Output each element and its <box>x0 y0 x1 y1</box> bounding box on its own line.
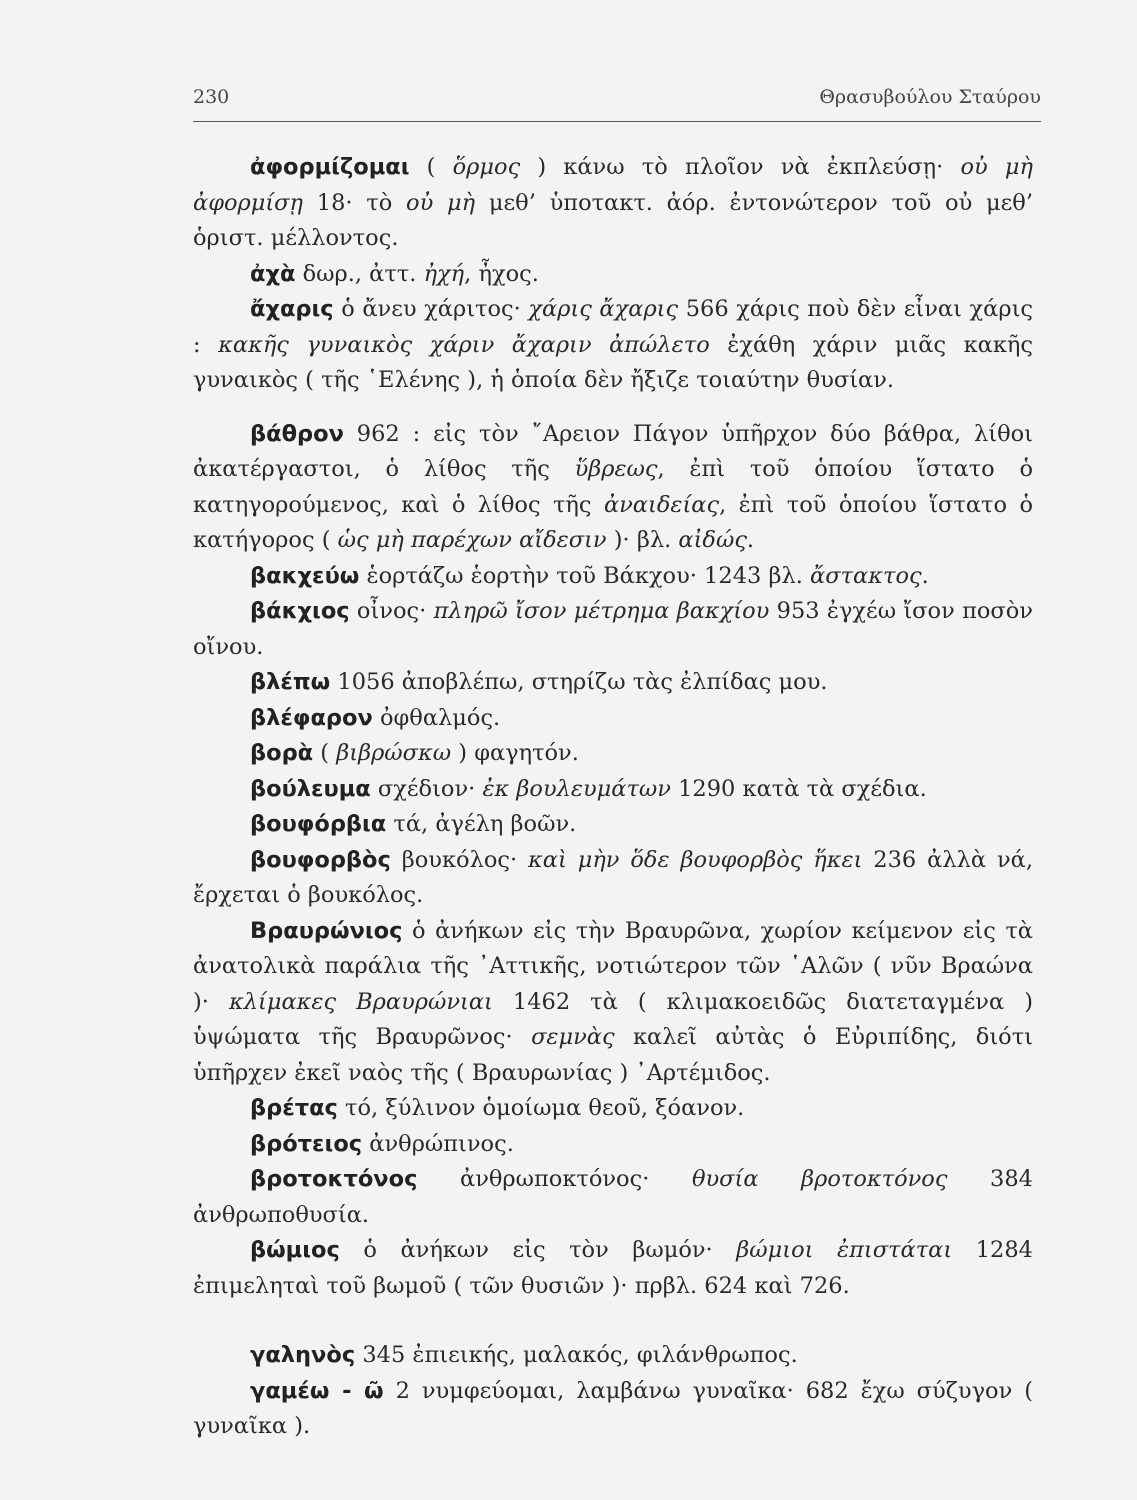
glossary-entry <box>193 665 1033 701</box>
entry-definition: 566 χάρις ποὺ δὲν εἶναι χάρις : <box>193 296 1033 358</box>
entry-definition: 1462 τὰ ( κλιμακοειδῶς διατεταγμένα ) ὑψώματα τῆς Βραυρῶνος· <box>193 988 1033 1050</box>
glossary-entry <box>193 417 1033 559</box>
entry-quotation: ὅρμος <box>452 154 521 180</box>
entry-quotation: σεμνὰς <box>531 1024 615 1050</box>
entry-quotation: αἰδώς <box>678 527 747 553</box>
entry-lemma: βορὰ <box>250 740 314 766</box>
entry-definition: 236 ἀλλὰ νά, ἔρχεται ὁ βουκόλος. <box>193 846 1033 908</box>
glossary-entry <box>193 559 1033 595</box>
entry-quotation: καὶ μὴν ὅδε βουφορβὸς ἥκει <box>528 846 863 873</box>
entry-definition: 18· τὸ <box>303 189 407 216</box>
entry-definition: , ἦχος. <box>464 260 539 287</box>
entry-definition: 384 ἀνθρωποθυσία. <box>193 1166 1033 1228</box>
glossary-entry <box>193 772 1033 808</box>
entry-definition: ὁ ἀνήκων εἰς τὴν Βραυρῶνα, χωρίον κείμενον εἰς τὰ ἀνατολικὰ παράλια τῆς ᾽Αττικῆς, νοτιώτερον τῶν ῾Αλῶν ( νῦν Βραώνα )· <box>193 917 1033 1015</box>
page-number: 230 <box>193 86 230 108</box>
entry-quotation: οὐ μὴ <box>406 189 476 216</box>
entry-quotation: χάρις ἄχαρις <box>528 296 679 322</box>
glossary-entry <box>193 843 1033 914</box>
entry-definition: )· βλ. <box>606 527 679 553</box>
glossary-entry <box>193 736 1033 772</box>
entry-definition: δωρ., ἀττ. <box>295 260 424 287</box>
entry-lemma: βάθρον <box>250 420 344 447</box>
glossary-entry <box>193 1338 1033 1374</box>
entry-quotation: ἠχή <box>423 260 465 287</box>
entry-quotation: οὐ μὴ ἀφορμίσῃ <box>193 154 1034 216</box>
entry-quotation: πληρῶ ἴσον μέτρημα βακχίου <box>433 598 770 624</box>
glossary-entry <box>193 150 1033 257</box>
entry-definition: ὁ ἀνήκων εἰς τὸν βωμόν· <box>339 1237 737 1263</box>
entry-lemma: βλέπω <box>250 669 331 695</box>
entry-definition: 345 ἐπιεικής, μαλακός, φιλάνθρωπος. <box>355 1342 798 1368</box>
entry-definition: ) κάνω τὸ πλοῖον νὰ ἐκπλεύσῃ· <box>520 154 961 180</box>
entry-quotation: ὡς μὴ παρέχων αἴδεσιν <box>337 527 607 553</box>
glossary-entry <box>193 1162 1033 1233</box>
glossary-entry <box>193 1127 1033 1163</box>
entry-definition: . <box>746 527 755 553</box>
glossary-entry <box>193 1091 1033 1127</box>
entry-quotation: ὕβρεως <box>574 456 658 482</box>
entry-quotation: κλίμακες Βραυρώνιαι <box>228 988 493 1015</box>
entry-definition: ὀφθαλμός. <box>372 704 501 731</box>
entry-definition: 962 : εἰς τὸν ῎Αρειον Πάγον ὑπῆρχον δύο βάθρα, λίθοι ἀκατέργαστοι, ὁ λίθος τῆς <box>193 420 1033 482</box>
entry-definition: . <box>921 562 929 589</box>
entry-definition: ἀνθρωποκτόνος· <box>417 1166 692 1192</box>
glossary-entry <box>193 1233 1033 1304</box>
entry-lemma: ἀφορμίζομαι <box>250 154 410 180</box>
entry-quotation: βώμιοι ἐπιστάται <box>736 1237 953 1263</box>
entry-lemma: βούλευμα <box>250 775 371 802</box>
entry-definition: οἶνος· <box>349 598 434 624</box>
entry-lemma: ἄχαρις <box>250 296 334 322</box>
entry-quotation: θυσία βροτοκτόνος <box>691 1166 948 1192</box>
entry-lemma: βροτοκτόνος <box>250 1166 418 1192</box>
entry-definition: 1056 ἀποβλέπω, στηρίζω τὰς ἐλπίδας μου. <box>330 669 828 695</box>
entry-lemma: βώμιος <box>250 1237 340 1263</box>
entry-lemma: βρέτας <box>250 1095 338 1121</box>
entry-definition: ( <box>313 740 337 766</box>
entry-definition: τά, ἀγέλη βοῶν. <box>386 811 577 837</box>
glossary-entry <box>193 594 1033 665</box>
entry-definition: ( <box>409 154 453 180</box>
entry-definition: σχέδιον· <box>370 775 483 802</box>
entry-definition: μεθ’ ὑποτακτ. ἀόρ. ἐντονώτερον τοῦ οὐ μεθ’ ὁριστ. μέλλοντος. <box>193 189 1033 251</box>
entry-lemma: βρότειος <box>250 1130 363 1157</box>
entry-lemma: βάκχιος <box>250 598 350 624</box>
entry-lemma: βακχεύω <box>250 562 360 589</box>
entry-definition: 2 νυμφεύομαι, λαμβάνω γυναῖκα· 682 ἔχω σύζυγον ( γυναῖκα ). <box>193 1377 1033 1439</box>
entry-definition: 953 ἐγχέω ἴσον ποσὸν οἴνου. <box>193 598 1033 660</box>
entry-quotation: ἄστακτος <box>810 562 922 589</box>
entry-quotation: ἀναιδείας <box>603 491 720 518</box>
glossary-entry <box>193 257 1033 293</box>
glossary-entry <box>193 701 1033 737</box>
entry-quotation: κακῆς γυναικὸς χάριν ἄχαριν ἀπώλετο <box>218 331 710 358</box>
entry-lemma: γαμέω - ῶ <box>250 1377 384 1404</box>
entry-lemma: Βραυρώνιος <box>250 917 403 944</box>
entry-definition: τό, ξύλινον ὁμοίωμα θεοῦ, ξόανον. <box>337 1095 745 1121</box>
entry-quotation: βιβρώσκω <box>336 740 452 766</box>
entry-lemma: ἀχὰ <box>250 260 296 287</box>
entry-definition: ὁ ἄνευ χάριτος· <box>333 296 529 322</box>
entry-lemma: γαληνὸς <box>250 1342 356 1368</box>
entry-lemma: βουφορβὸς <box>250 846 391 873</box>
entry-definition: 1284 ἐπιμεληταὶ τοῦ βωμοῦ ( τῶν θυσιῶν )· πρβλ. 624 καὶ 726. <box>193 1237 1033 1299</box>
glossary-body <box>193 150 1033 1445</box>
entry-definition: ἑορτάζω ἑορτὴν τοῦ Βάκχου· 1243 βλ. <box>359 562 811 589</box>
glossary-entry <box>193 1374 1033 1445</box>
entry-lemma: βουφόρβια <box>250 811 387 837</box>
entry-definition: ) φαγητόν. <box>451 740 579 766</box>
running-title: Θρασυβούλου Σταύρου <box>819 86 1041 108</box>
entry-definition: 1290 κατὰ τὰ σχέδια. <box>670 775 927 802</box>
header-rule <box>193 121 1041 122</box>
entry-definition: ἀνθρώπινος. <box>362 1130 514 1157</box>
entry-definition: βουκόλος· <box>390 846 529 873</box>
glossary-entry <box>193 292 1033 399</box>
entry-definition: , ἐπὶ τοῦ ὁποίου ἵστατο ὁ κατηγορούμενος, καὶ ὁ λίθος τῆς <box>193 456 1033 518</box>
entry-definition: ἐχάθη χάριν μιᾶς κακῆς γυναικὸς ( τῆς ῾Ελένης ), ἡ ὁποία δὲν ἤξιζε τοιαύτην θυσίαν. <box>193 331 1034 393</box>
entry-lemma: βλέφαρον <box>250 704 373 731</box>
glossary-entry <box>193 914 1033 1092</box>
entry-definition: καλεῖ αὐτὰς ὁ Εὐριπίδης, διότι ὑπῆρχεν ἐκεῖ ναὸς τῆς ( Βραυρωνίας ) ᾽Αρτέμιδος. <box>193 1024 1033 1086</box>
entry-definition: , ἐπὶ τοῦ ὁποίου ἵστατο ὁ κατήγορος ( <box>193 491 1033 553</box>
glossary-entry <box>193 807 1033 843</box>
entry-quotation: ἐκ βουλευμάτων <box>482 775 671 802</box>
